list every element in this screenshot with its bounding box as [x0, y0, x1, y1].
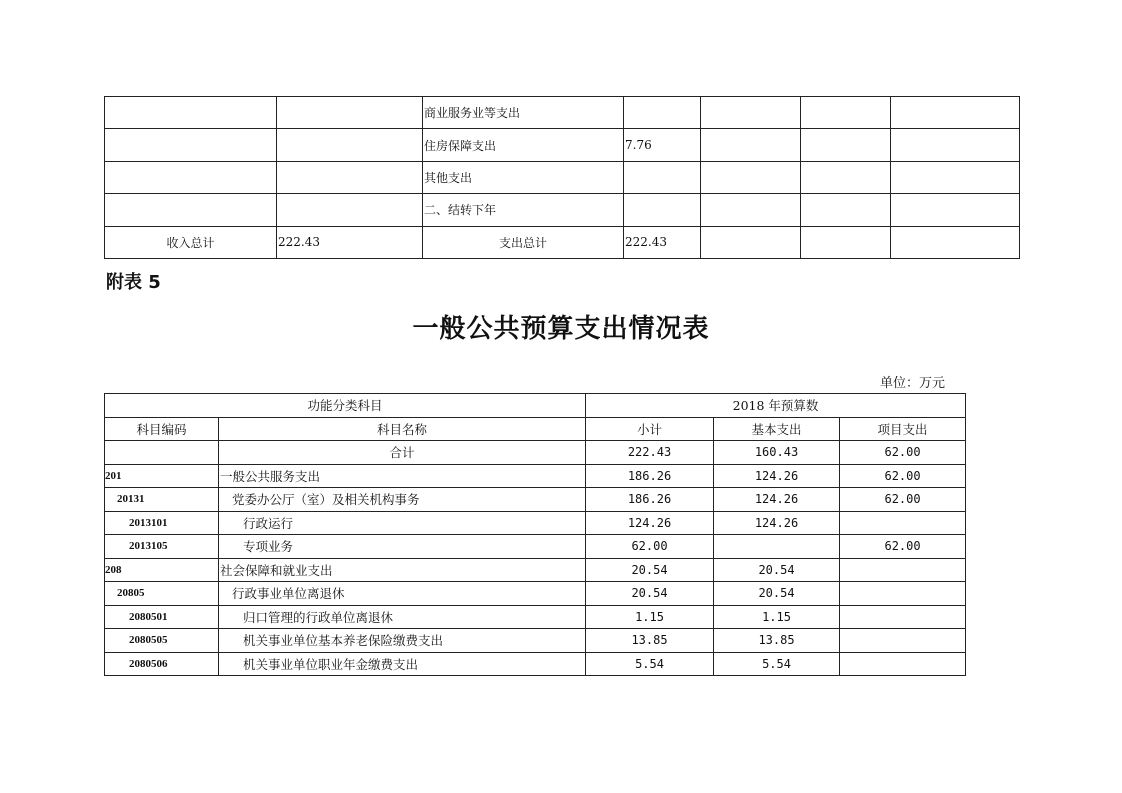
cell [891, 226, 1020, 258]
project-value [840, 652, 966, 676]
total-label: 合计 [219, 441, 586, 465]
subject-name: 党委办公厅（室）及相关机构事务 [219, 488, 586, 512]
project-value [840, 558, 966, 582]
project-value [840, 629, 966, 653]
subject-name: 一般公共服务支出 [219, 464, 586, 488]
cell [277, 161, 423, 193]
header-code: 科目编码 [105, 417, 219, 441]
table-row [105, 97, 1020, 129]
cell [701, 226, 801, 258]
subject-name: 行政事业单位离退休 [219, 582, 586, 606]
cell [891, 161, 1020, 193]
subtotal-value: 62.00 [586, 535, 714, 559]
basic-value: 124.26 [714, 488, 840, 512]
expense-amount: 7.76 [624, 129, 701, 161]
subtotal-value: 124.26 [586, 511, 714, 535]
project-value: 62.00 [840, 488, 966, 512]
subject-name: 归口管理的行政单位离退休 [219, 605, 586, 629]
cell [701, 129, 801, 161]
header-row [105, 417, 966, 441]
total-row [105, 226, 1020, 258]
subject-code: 20805 [105, 582, 219, 606]
cell [701, 161, 801, 193]
subject-code: 2080505 [105, 629, 219, 653]
basic-value: 5.54 [714, 652, 840, 676]
subject-code: 20131 [105, 488, 219, 512]
cell [105, 161, 277, 193]
basic-value: 124.26 [714, 464, 840, 488]
header-row [105, 394, 966, 418]
subtotal-value: 13.85 [586, 629, 714, 653]
expense-amount [624, 97, 701, 129]
cell [801, 129, 891, 161]
cell [891, 129, 1020, 161]
project-value: 62.00 [840, 535, 966, 559]
header-name: 科目名称 [219, 417, 586, 441]
cell [891, 194, 1020, 226]
table-row [105, 129, 1020, 161]
subject-name: 专项业务 [219, 535, 586, 559]
basic-value: 124.26 [714, 511, 840, 535]
cell [801, 194, 891, 226]
cell [105, 97, 277, 129]
subject-code: 2013105 [105, 535, 219, 559]
cell [105, 129, 277, 161]
page-title: 一般公共预算支出情况表 [412, 314, 710, 344]
expense-total-label: 支出总计 [423, 226, 624, 258]
total-basic: 160.43 [714, 441, 840, 465]
subject-code: 201 [105, 464, 219, 488]
unit-label: 单位：万元 [880, 376, 946, 391]
header-subtotal: 小计 [586, 417, 714, 441]
table-row [105, 488, 966, 512]
table-row [105, 161, 1020, 193]
project-value [840, 605, 966, 629]
subtotal-value: 1.15 [586, 605, 714, 629]
income-total-value: 222.43 [277, 226, 423, 258]
cell [701, 97, 801, 129]
subtotal-value: 20.54 [586, 582, 714, 606]
project-value: 62.00 [840, 464, 966, 488]
cell [277, 194, 423, 226]
cell [801, 97, 891, 129]
basic-value [714, 535, 840, 559]
cell [105, 194, 277, 226]
subject-code: 2080501 [105, 605, 219, 629]
budget-expenditure-table [104, 393, 966, 676]
income-total-label: 收入总计 [105, 226, 277, 258]
subtotal-value: 5.54 [586, 652, 714, 676]
basic-value: 1.15 [714, 605, 840, 629]
income-expense-summary-table [104, 96, 1020, 259]
subtotal-value: 20.54 [586, 558, 714, 582]
table-row [105, 194, 1020, 226]
table-row [105, 605, 966, 629]
total-project: 62.00 [840, 441, 966, 465]
total-row [105, 441, 966, 465]
table-row [105, 535, 966, 559]
subtotal-value: 186.26 [586, 464, 714, 488]
header-basic: 基本支出 [714, 417, 840, 441]
expense-item: 商业服务业等支出 [423, 97, 624, 129]
project-value [840, 582, 966, 606]
subject-name: 机关事业单位基本养老保险缴费支出 [219, 629, 586, 653]
table-row [105, 558, 966, 582]
header-budget-year: 2018 年预算数 [586, 394, 966, 418]
expense-item: 二、结转下年 [423, 194, 624, 226]
subject-name: 社会保障和就业支出 [219, 558, 586, 582]
subtotal-value: 186.26 [586, 488, 714, 512]
cell [277, 97, 423, 129]
subject-code: 208 [105, 558, 219, 582]
table-row [105, 629, 966, 653]
basic-value: 20.54 [714, 582, 840, 606]
cell [105, 441, 219, 465]
expense-item: 住房保障支出 [423, 129, 624, 161]
cell [701, 194, 801, 226]
expense-amount [624, 194, 701, 226]
expense-item: 其他支出 [423, 161, 624, 193]
table-row [105, 464, 966, 488]
cell [891, 97, 1020, 129]
subject-code: 2013101 [105, 511, 219, 535]
subject-name: 行政运行 [219, 511, 586, 535]
total-subtotal: 222.43 [586, 441, 714, 465]
cell [277, 129, 423, 161]
header-functional-classification: 功能分类科目 [105, 394, 586, 418]
table-row [105, 511, 966, 535]
expense-amount [624, 161, 701, 193]
basic-value: 20.54 [714, 558, 840, 582]
expense-total-value: 222.43 [624, 226, 701, 258]
cell [801, 226, 891, 258]
cell [801, 161, 891, 193]
appendix-label: 附表 5 [106, 272, 161, 293]
subject-code: 2080506 [105, 652, 219, 676]
table-row [105, 582, 966, 606]
table-row [105, 652, 966, 676]
subject-name: 机关事业单位职业年金缴费支出 [219, 652, 586, 676]
header-project: 项目支出 [840, 417, 966, 441]
project-value [840, 511, 966, 535]
basic-value: 13.85 [714, 629, 840, 653]
